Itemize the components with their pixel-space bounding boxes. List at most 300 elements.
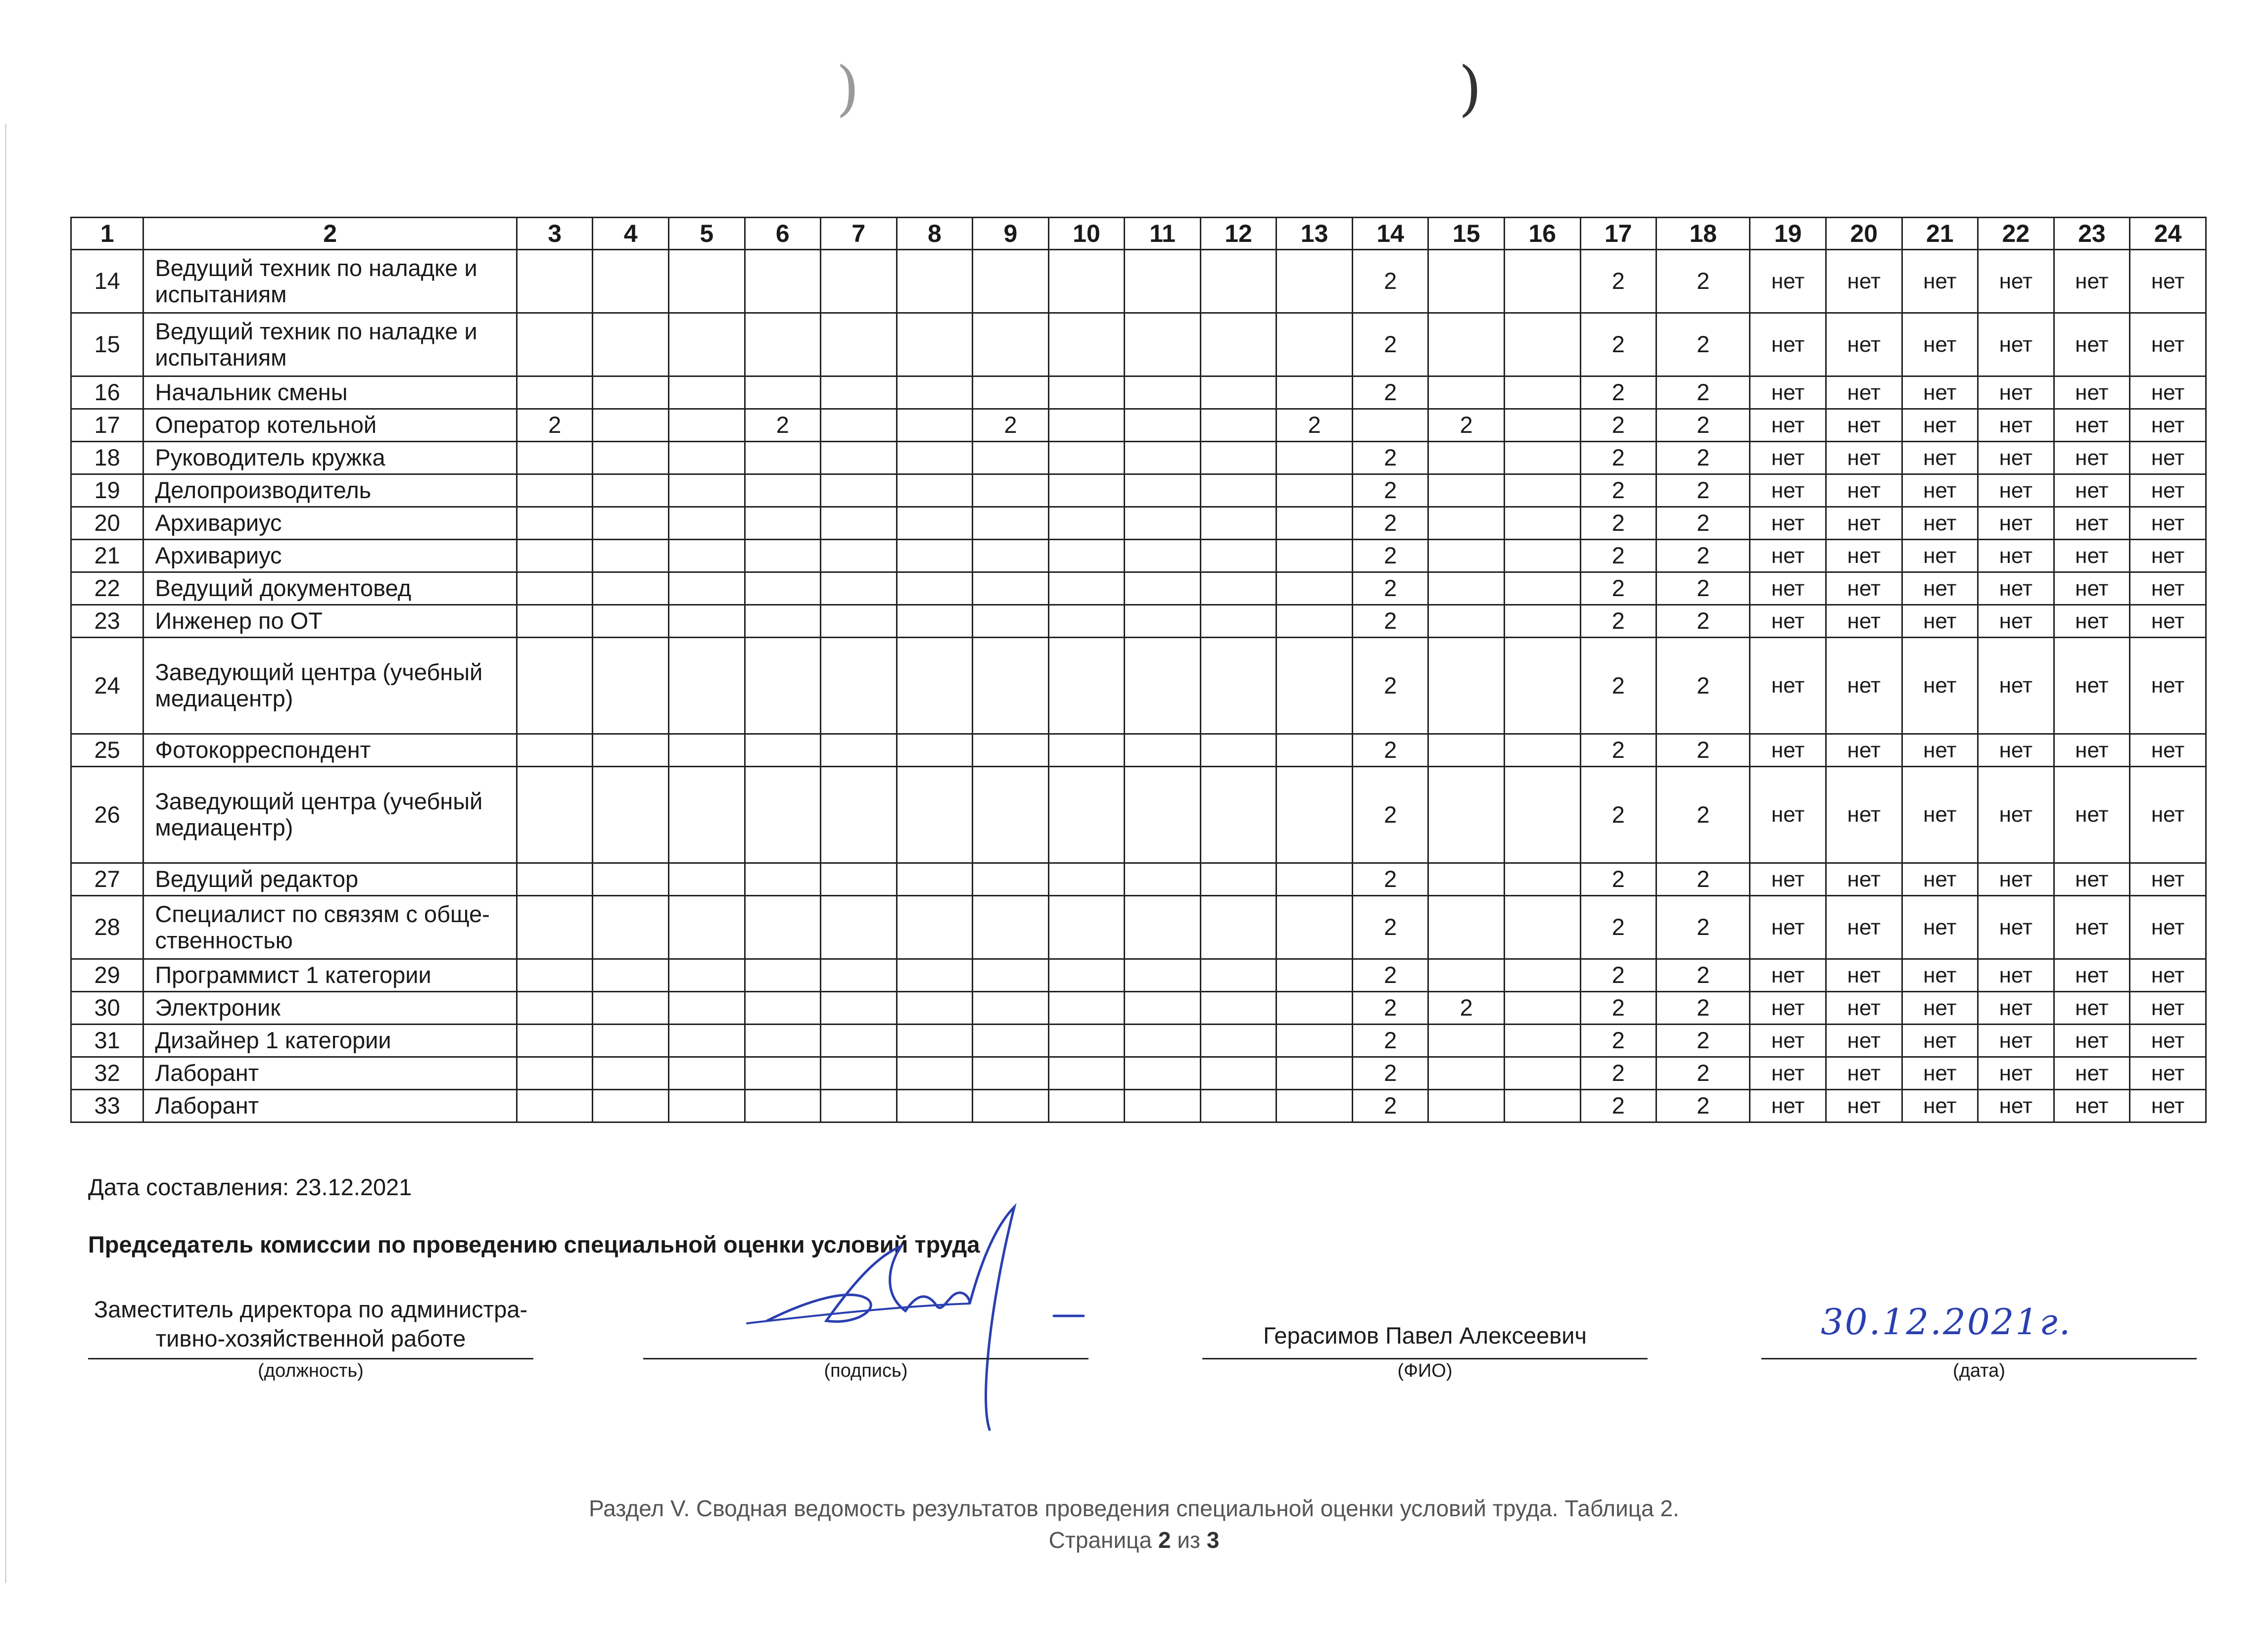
value-cell-col-16	[1504, 896, 1580, 959]
column-header: 7	[821, 218, 897, 250]
table-row	[71, 1025, 2206, 1057]
value-cell-col-15	[1428, 376, 1505, 409]
value-cell-col-21: нет	[1902, 507, 1978, 540]
value-cell-col-18: 2	[1656, 767, 1750, 863]
value-cell-col-5	[668, 1057, 745, 1090]
value-cell-col-6	[745, 638, 821, 734]
value-cell-col-19: нет	[1750, 376, 1826, 409]
value-cell-col-9	[973, 734, 1049, 767]
value-cell-col-23: нет	[2054, 1090, 2130, 1122]
value-cell-col-24: нет	[2130, 1090, 2206, 1122]
value-cell-col-21: нет	[1902, 638, 1978, 734]
column-header: 9	[973, 218, 1049, 250]
value-cell-col-21: нет	[1902, 442, 1978, 474]
value-cell-col-24: нет	[2130, 572, 2206, 605]
value-cell-col-16	[1504, 376, 1580, 409]
value-cell-col-18: 2	[1656, 959, 1750, 992]
value-cell-col-10	[1048, 605, 1125, 638]
position-name-cell: Заведующий центра (учебный медиацентр)	[143, 767, 517, 863]
position-name-cell: Программист 1 категории	[143, 959, 517, 992]
value-cell-col-16	[1504, 734, 1580, 767]
value-cell-col-22: нет	[1978, 572, 2054, 605]
table-row	[71, 734, 2206, 767]
value-cell-col-14: 2	[1352, 507, 1428, 540]
value-cell-col-10	[1048, 1090, 1125, 1122]
value-cell-col-21: нет	[1902, 896, 1978, 959]
value-cell-col-3	[517, 1025, 593, 1057]
value-cell-col-19: нет	[1750, 1090, 1826, 1122]
position-name-cell: Руководитель кружка	[143, 442, 517, 474]
value-cell-col-24: нет	[2130, 959, 2206, 992]
value-cell-col-8	[897, 767, 973, 863]
value-cell-col-17: 2	[1580, 959, 1656, 992]
value-cell-col-14: 2	[1352, 1025, 1428, 1057]
date-line	[1761, 1358, 2197, 1359]
value-cell-col-13	[1276, 507, 1353, 540]
value-cell-col-20: нет	[1826, 540, 1902, 572]
value-cell-col-19: нет	[1750, 638, 1826, 734]
position-name-cell: Ведущий документовед	[143, 572, 517, 605]
value-cell-col-24: нет	[2130, 409, 2206, 442]
value-cell-col-7	[821, 992, 897, 1025]
value-cell-col-14	[1352, 409, 1428, 442]
position-name-cell: Начальник смены	[143, 376, 517, 409]
value-cell-col-23: нет	[2054, 376, 2130, 409]
value-cell-col-3	[517, 376, 593, 409]
value-cell-col-6	[745, 474, 821, 507]
value-cell-col-6	[745, 572, 821, 605]
value-cell-col-12	[1200, 313, 1276, 376]
value-cell-col-11	[1125, 638, 1201, 734]
value-cell-col-13	[1276, 896, 1353, 959]
value-cell-col-20: нет	[1826, 896, 1902, 959]
value-cell-col-24: нет	[2130, 992, 2206, 1025]
value-cell-col-4	[593, 1025, 669, 1057]
value-cell-col-15	[1428, 734, 1505, 767]
value-cell-col-11	[1125, 376, 1201, 409]
value-cell-col-7	[821, 767, 897, 863]
value-cell-col-5	[668, 863, 745, 896]
value-cell-col-19: нет	[1750, 313, 1826, 376]
table-row	[71, 442, 2206, 474]
value-cell-col-20: нет	[1826, 863, 1902, 896]
column-header: 11	[1125, 218, 1201, 250]
value-cell-col-10	[1048, 959, 1125, 992]
value-cell-col-9	[973, 474, 1049, 507]
column-header: 14	[1352, 218, 1428, 250]
value-cell-col-5	[668, 572, 745, 605]
value-cell-col-6	[745, 540, 821, 572]
value-cell-col-13	[1276, 250, 1353, 313]
value-cell-col-18: 2	[1656, 734, 1750, 767]
value-cell-col-3	[517, 1057, 593, 1090]
value-cell-col-12	[1200, 734, 1276, 767]
value-cell-col-6	[745, 313, 821, 376]
value-cell-col-10	[1048, 896, 1125, 959]
value-cell-col-9: 2	[973, 409, 1049, 442]
value-cell-col-4	[593, 250, 669, 313]
value-cell-col-24: нет	[2130, 896, 2206, 959]
handwritten-signature	[737, 1197, 1103, 1435]
column-header: 17	[1580, 218, 1656, 250]
value-cell-col-19: нет	[1750, 474, 1826, 507]
value-cell-col-6	[745, 896, 821, 959]
value-cell-col-9	[973, 992, 1049, 1025]
value-cell-col-20: нет	[1826, 250, 1902, 313]
row-number-cell: 29	[71, 959, 143, 992]
value-cell-col-4	[593, 992, 669, 1025]
value-cell-col-17: 2	[1580, 638, 1656, 734]
value-cell-col-15	[1428, 507, 1505, 540]
value-cell-col-12	[1200, 507, 1276, 540]
value-cell-col-7	[821, 250, 897, 313]
value-cell-col-20: нет	[1826, 638, 1902, 734]
value-cell-col-23: нет	[2054, 734, 2130, 767]
value-cell-col-19: нет	[1750, 734, 1826, 767]
value-cell-col-5	[668, 250, 745, 313]
value-cell-col-18: 2	[1656, 605, 1750, 638]
value-cell-col-21: нет	[1902, 959, 1978, 992]
column-header: 22	[1978, 218, 2054, 250]
value-cell-col-12	[1200, 1057, 1276, 1090]
page-word: Страница	[1048, 1527, 1152, 1553]
value-cell-col-8	[897, 1025, 973, 1057]
value-cell-col-12	[1200, 896, 1276, 959]
value-cell-col-4	[593, 376, 669, 409]
value-cell-col-22: нет	[1978, 992, 2054, 1025]
value-cell-col-13	[1276, 734, 1353, 767]
value-cell-col-17: 2	[1580, 896, 1656, 959]
value-cell-col-21: нет	[1902, 734, 1978, 767]
table-row	[71, 896, 2206, 959]
column-header: 18	[1656, 218, 1750, 250]
row-number-cell: 19	[71, 474, 143, 507]
value-cell-col-14: 2	[1352, 1057, 1428, 1090]
value-cell-col-14: 2	[1352, 442, 1428, 474]
value-cell-col-9	[973, 959, 1049, 992]
value-cell-col-14: 2	[1352, 959, 1428, 992]
value-cell-col-18: 2	[1656, 992, 1750, 1025]
value-cell-col-23: нет	[2054, 1057, 2130, 1090]
column-header: 20	[1826, 218, 1902, 250]
value-cell-col-13: 2	[1276, 409, 1353, 442]
value-cell-col-21: нет	[1902, 409, 1978, 442]
value-cell-col-16	[1504, 1057, 1580, 1090]
signature-caption: (подпись)	[824, 1360, 908, 1381]
value-cell-col-5	[668, 409, 745, 442]
value-cell-col-14: 2	[1352, 896, 1428, 959]
value-cell-col-22: нет	[1978, 507, 2054, 540]
value-cell-col-8	[897, 638, 973, 734]
value-cell-col-10	[1048, 442, 1125, 474]
position-name-cell: Дизайнер 1 категории	[143, 1025, 517, 1057]
value-cell-col-10	[1048, 767, 1125, 863]
value-cell-col-5	[668, 474, 745, 507]
value-cell-col-24: нет	[2130, 540, 2206, 572]
value-cell-col-22: нет	[1978, 734, 2054, 767]
value-cell-col-16	[1504, 1025, 1580, 1057]
value-cell-col-11	[1125, 540, 1201, 572]
value-cell-col-7	[821, 507, 897, 540]
value-cell-col-4	[593, 572, 669, 605]
value-cell-col-18: 2	[1656, 474, 1750, 507]
value-cell-col-17: 2	[1580, 992, 1656, 1025]
position-name-cell: Электроник	[143, 992, 517, 1025]
value-cell-col-9	[973, 1090, 1049, 1122]
value-cell-col-8	[897, 1057, 973, 1090]
value-cell-col-13	[1276, 638, 1353, 734]
value-cell-col-6	[745, 376, 821, 409]
value-cell-col-22: нет	[1978, 638, 2054, 734]
value-cell-col-10	[1048, 734, 1125, 767]
value-cell-col-14: 2	[1352, 1090, 1428, 1122]
value-cell-col-21: нет	[1902, 572, 1978, 605]
value-cell-col-20: нет	[1826, 767, 1902, 863]
value-cell-col-17: 2	[1580, 376, 1656, 409]
value-cell-col-24: нет	[2130, 250, 2206, 313]
page-of: из	[1177, 1527, 1201, 1553]
position-name-cell: Архивариус	[143, 507, 517, 540]
value-cell-col-22: нет	[1978, 767, 2054, 863]
column-header: 12	[1200, 218, 1276, 250]
value-cell-col-22: нет	[1978, 863, 2054, 896]
value-cell-col-11	[1125, 896, 1201, 959]
value-cell-col-17: 2	[1580, 734, 1656, 767]
table-row	[71, 605, 2206, 638]
table-row	[71, 992, 2206, 1025]
value-cell-col-5	[668, 1025, 745, 1057]
value-cell-col-22: нет	[1978, 1025, 2054, 1057]
page-current: 2	[1158, 1527, 1171, 1553]
table-row	[71, 1057, 2206, 1090]
chairman-heading: Председатель комиссии по проведению специальной оценки условий труда	[88, 1231, 980, 1258]
value-cell-col-11	[1125, 959, 1201, 992]
value-cell-col-13	[1276, 605, 1353, 638]
value-cell-col-9	[973, 1057, 1049, 1090]
value-cell-col-20: нет	[1826, 992, 1902, 1025]
value-cell-col-17: 2	[1580, 442, 1656, 474]
value-cell-col-15	[1428, 605, 1505, 638]
value-cell-col-10	[1048, 474, 1125, 507]
value-cell-col-7	[821, 474, 897, 507]
value-cell-col-8	[897, 959, 973, 992]
value-cell-col-23: нет	[2054, 507, 2130, 540]
value-cell-col-8	[897, 474, 973, 507]
value-cell-col-8	[897, 313, 973, 376]
position-name-cell: Инженер по ОТ	[143, 605, 517, 638]
value-cell-col-9	[973, 250, 1049, 313]
value-cell-col-3	[517, 572, 593, 605]
value-cell-col-15	[1428, 896, 1505, 959]
value-cell-col-18: 2	[1656, 313, 1750, 376]
value-cell-col-20: нет	[1826, 376, 1902, 409]
value-cell-col-7	[821, 638, 897, 734]
value-cell-col-4	[593, 507, 669, 540]
value-cell-col-3	[517, 250, 593, 313]
value-cell-col-5	[668, 313, 745, 376]
value-cell-col-18: 2	[1656, 1025, 1750, 1057]
signature-line	[643, 1358, 1088, 1359]
value-cell-col-8	[897, 896, 973, 959]
value-cell-col-6	[745, 992, 821, 1025]
value-cell-col-19: нет	[1750, 767, 1826, 863]
value-cell-col-17: 2	[1580, 1057, 1656, 1090]
row-number-cell: 30	[71, 992, 143, 1025]
value-cell-col-24: нет	[2130, 313, 2206, 376]
value-cell-col-3	[517, 474, 593, 507]
value-cell-col-23: нет	[2054, 605, 2130, 638]
value-cell-col-8	[897, 540, 973, 572]
footer-pagination	[0, 1527, 2268, 1553]
row-number-cell: 25	[71, 734, 143, 767]
value-cell-col-4	[593, 863, 669, 896]
column-header: 2	[143, 218, 517, 250]
value-cell-col-11	[1125, 863, 1201, 896]
value-cell-col-23: нет	[2054, 863, 2130, 896]
handwritten-date: 30.12.2021г.	[1821, 1301, 2072, 1343]
value-cell-col-11	[1125, 734, 1201, 767]
row-number-cell: 20	[71, 507, 143, 540]
value-cell-col-7	[821, 863, 897, 896]
value-cell-col-13	[1276, 313, 1353, 376]
value-cell-col-22: нет	[1978, 1090, 2054, 1122]
value-cell-col-21: нет	[1902, 992, 1978, 1025]
value-cell-col-12	[1200, 863, 1276, 896]
column-header: 8	[897, 218, 973, 250]
value-cell-col-14: 2	[1352, 572, 1428, 605]
value-cell-col-24: нет	[2130, 376, 2206, 409]
row-number-cell: 23	[71, 605, 143, 638]
row-number-cell: 17	[71, 409, 143, 442]
value-cell-col-12	[1200, 767, 1276, 863]
value-cell-col-24: нет	[2130, 442, 2206, 474]
punch-mark-left: )	[836, 54, 859, 123]
table-row	[71, 959, 2206, 992]
value-cell-col-11	[1125, 1090, 1201, 1122]
value-cell-col-7	[821, 442, 897, 474]
value-cell-col-12	[1200, 250, 1276, 313]
row-number-cell: 28	[71, 896, 143, 959]
value-cell-col-17: 2	[1580, 572, 1656, 605]
value-cell-col-10	[1048, 1025, 1125, 1057]
value-cell-col-3	[517, 605, 593, 638]
value-cell-col-8	[897, 992, 973, 1025]
value-cell-col-6	[745, 1025, 821, 1057]
value-cell-col-9	[973, 507, 1049, 540]
value-cell-col-3	[517, 1090, 593, 1122]
value-cell-col-24: нет	[2130, 638, 2206, 734]
column-header: 1	[71, 218, 143, 250]
value-cell-col-18: 2	[1656, 638, 1750, 734]
value-cell-col-13	[1276, 767, 1353, 863]
value-cell-col-20: нет	[1826, 1025, 1902, 1057]
value-cell-col-4	[593, 605, 669, 638]
value-cell-col-16	[1504, 540, 1580, 572]
value-cell-col-24: нет	[2130, 734, 2206, 767]
value-cell-col-14: 2	[1352, 605, 1428, 638]
table-row	[71, 313, 2206, 376]
column-header: 21	[1902, 218, 1978, 250]
value-cell-col-4	[593, 1090, 669, 1122]
value-cell-col-7	[821, 896, 897, 959]
value-cell-col-17: 2	[1580, 767, 1656, 863]
value-cell-col-16	[1504, 442, 1580, 474]
column-header: 6	[745, 218, 821, 250]
value-cell-col-19: нет	[1750, 1025, 1826, 1057]
value-cell-col-10	[1048, 572, 1125, 605]
value-cell-col-20: нет	[1826, 572, 1902, 605]
value-cell-col-4	[593, 540, 669, 572]
value-cell-col-3	[517, 540, 593, 572]
value-cell-col-12	[1200, 992, 1276, 1025]
value-cell-col-6	[745, 250, 821, 313]
value-cell-col-6	[745, 442, 821, 474]
value-cell-col-5	[668, 734, 745, 767]
value-cell-col-23: нет	[2054, 896, 2130, 959]
value-cell-col-12	[1200, 572, 1276, 605]
value-cell-col-17: 2	[1580, 250, 1656, 313]
value-cell-col-4	[593, 409, 669, 442]
row-number-cell: 27	[71, 863, 143, 896]
value-cell-col-22: нет	[1978, 959, 2054, 992]
value-cell-col-4	[593, 959, 669, 992]
value-cell-col-16	[1504, 409, 1580, 442]
table-row	[71, 572, 2206, 605]
table-row	[71, 507, 2206, 540]
value-cell-col-5	[668, 442, 745, 474]
row-number-cell: 33	[71, 1090, 143, 1122]
value-cell-col-16	[1504, 767, 1580, 863]
value-cell-col-22: нет	[1978, 474, 2054, 507]
value-cell-col-17: 2	[1580, 507, 1656, 540]
fio-text: Герасимов Павел Алексеевич	[1263, 1322, 1587, 1349]
fio-caption: (ФИО)	[1397, 1360, 1453, 1381]
value-cell-col-15: 2	[1428, 409, 1505, 442]
position-name-cell: Специалист по связям с обще-ственностью	[143, 896, 517, 959]
value-cell-col-20: нет	[1826, 734, 1902, 767]
value-cell-col-22: нет	[1978, 1057, 2054, 1090]
value-cell-col-23: нет	[2054, 572, 2130, 605]
value-cell-col-6	[745, 863, 821, 896]
value-cell-col-11	[1125, 605, 1201, 638]
value-cell-col-4	[593, 442, 669, 474]
value-cell-col-24: нет	[2130, 474, 2206, 507]
column-header: 15	[1428, 218, 1505, 250]
value-cell-col-16	[1504, 507, 1580, 540]
value-cell-col-23: нет	[2054, 409, 2130, 442]
scan-edge-line	[5, 124, 6, 1583]
value-cell-col-18: 2	[1656, 572, 1750, 605]
row-number-cell: 21	[71, 540, 143, 572]
value-cell-col-11	[1125, 474, 1201, 507]
value-cell-col-7	[821, 540, 897, 572]
value-cell-col-20: нет	[1826, 313, 1902, 376]
value-cell-col-23: нет	[2054, 638, 2130, 734]
value-cell-col-5	[668, 605, 745, 638]
value-cell-col-18: 2	[1656, 250, 1750, 313]
value-cell-col-7	[821, 1057, 897, 1090]
value-cell-col-16	[1504, 959, 1580, 992]
value-cell-col-8	[897, 250, 973, 313]
value-cell-col-20: нет	[1826, 507, 1902, 540]
value-cell-col-12	[1200, 409, 1276, 442]
value-cell-col-21: нет	[1902, 540, 1978, 572]
value-cell-col-8	[897, 507, 973, 540]
value-cell-col-9	[973, 638, 1049, 734]
value-cell-col-18: 2	[1656, 1057, 1750, 1090]
position-name-cell: Архивариус	[143, 540, 517, 572]
value-cell-col-23: нет	[2054, 992, 2130, 1025]
